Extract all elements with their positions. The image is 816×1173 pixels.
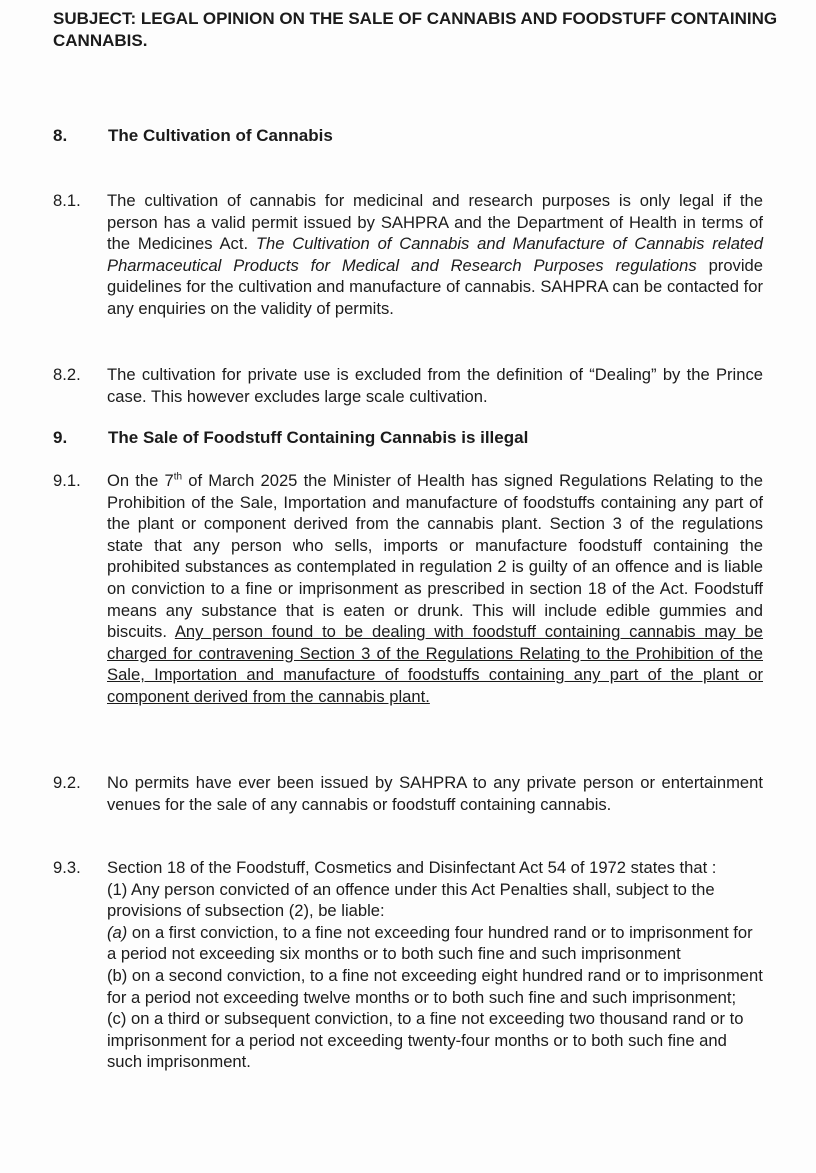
ordinal-suffix: th: [173, 471, 183, 483]
item-a-text: on a first conviction, to a fine not exceeding four hundred rand or to imprisonment for a period not exceeding six months or to both such fine and such imprisonment: [107, 922, 753, 964]
section-title: The Sale of Foodstuff Containing Cannabis is illegal: [108, 428, 529, 447]
paragraph-body: [107, 470, 763, 708]
item-c: (c) on a third or subsequent conviction, to a fine not exceeding two thousand rand or to imprisonment for a period not exceeding twenty-four months or to both such fine and such imprisonment.: [107, 1009, 744, 1072]
subsection-1: (1) Any person convicted of an offence under this Act Penalties shall, subject to the provisions of subsection (2), be liable:: [107, 879, 715, 921]
item-a-label: (a): [107, 922, 128, 942]
item-b: (b) on a second conviction, to a fine not exceeding eight hundred rand or to imprisonment for a period not exceeding twelve months or to both such fine and such imprisonment;: [107, 965, 763, 1007]
paragraph-number: 9.3.: [53, 858, 81, 877]
paragraph-text: provide guidelines for the cultivation and manufacture of cannabis. SAHPRA can be contacted for any enquiries on the validity of permits.: [107, 255, 763, 318]
item-a: [107, 922, 763, 965]
subject-heading: SUBJECT: LEGAL OPINION ON THE SALE OF CANNABIS AND FOODSTUFF CONTAINING CANNABIS.: [53, 9, 778, 50]
paragraph-body: The cultivation for private use is excluded from the definition of “Dealing” by the Prince case. This however excludes large scale cultivation.: [107, 365, 763, 406]
paragraph-text: of March 2025 the Minister of Health has signed Regulations Relating to the Prohibition of the Sale, Importation and manufacture of foodstuffs containing any part of the plant or component derived from the cannabis plant. Section 3 of the regulations state that any person who sells, imports or manufacture foodstuff containing the prohibited substances as contemplated in regulation 2 is guilty of an offence and is liable on conviction to a fine or imprisonment as prescribed in section 18 of the Act. Foodstuff means any substance that is eaten or drunk. This will include edible gummies and biscuits.: [107, 471, 764, 642]
paragraph-number: 8.2.: [53, 365, 81, 384]
paragraph-text: The cultivation of cannabis for medicinal and research purposes is only legal if the person has a valid permit issued by SAHPRA and the Department of Health in terms of the Medicines Act.: [107, 191, 763, 254]
regulation-title: The Cultivation of Cannabis and Manufacture of Cannabis related Pharmaceutical Products for Medical and Research Purposes regulations: [107, 234, 763, 275]
paragraph-8-2: [53, 364, 763, 407]
paragraph-body: [107, 190, 763, 320]
section-number: 9.: [53, 428, 68, 447]
section-number: 8.: [53, 126, 68, 145]
paragraph-text: On the 7: [107, 471, 174, 490]
paragraph-9-1: [53, 470, 763, 708]
section-8-heading: [53, 125, 333, 147]
paragraph-9-2: [53, 772, 763, 815]
section-9-heading: [53, 427, 528, 449]
section-title: The Cultivation of Cannabis: [108, 126, 333, 145]
paragraph-8-1: [53, 190, 763, 320]
paragraph-body: No permits have ever been issued by SAHPRA to any private person or entertainment venues for the sale of any cannabis or foodstuff containing cannabis.: [107, 773, 763, 814]
paragraph-number: 9.1.: [53, 471, 81, 490]
paragraph-number: 9.2.: [53, 773, 81, 792]
section-18-intro: Section 18 of the Foodstuff, Cosmetics and Disinfectant Act 54 of 1972 states that :: [107, 858, 717, 877]
paragraph-body: [107, 857, 763, 1073]
paragraph-number: 8.1.: [53, 191, 81, 210]
underlined-warning: Any person found to be dealing with foodstuff containing cannabis may be charged for contravening Section 3 of the Regulations Relating to the Prohibition of the Sale, Importation and manufacture of foodstuffs containing any part of the plant or component derived from the cannabis plant.: [107, 622, 764, 706]
paragraph-9-3: [53, 857, 763, 1073]
